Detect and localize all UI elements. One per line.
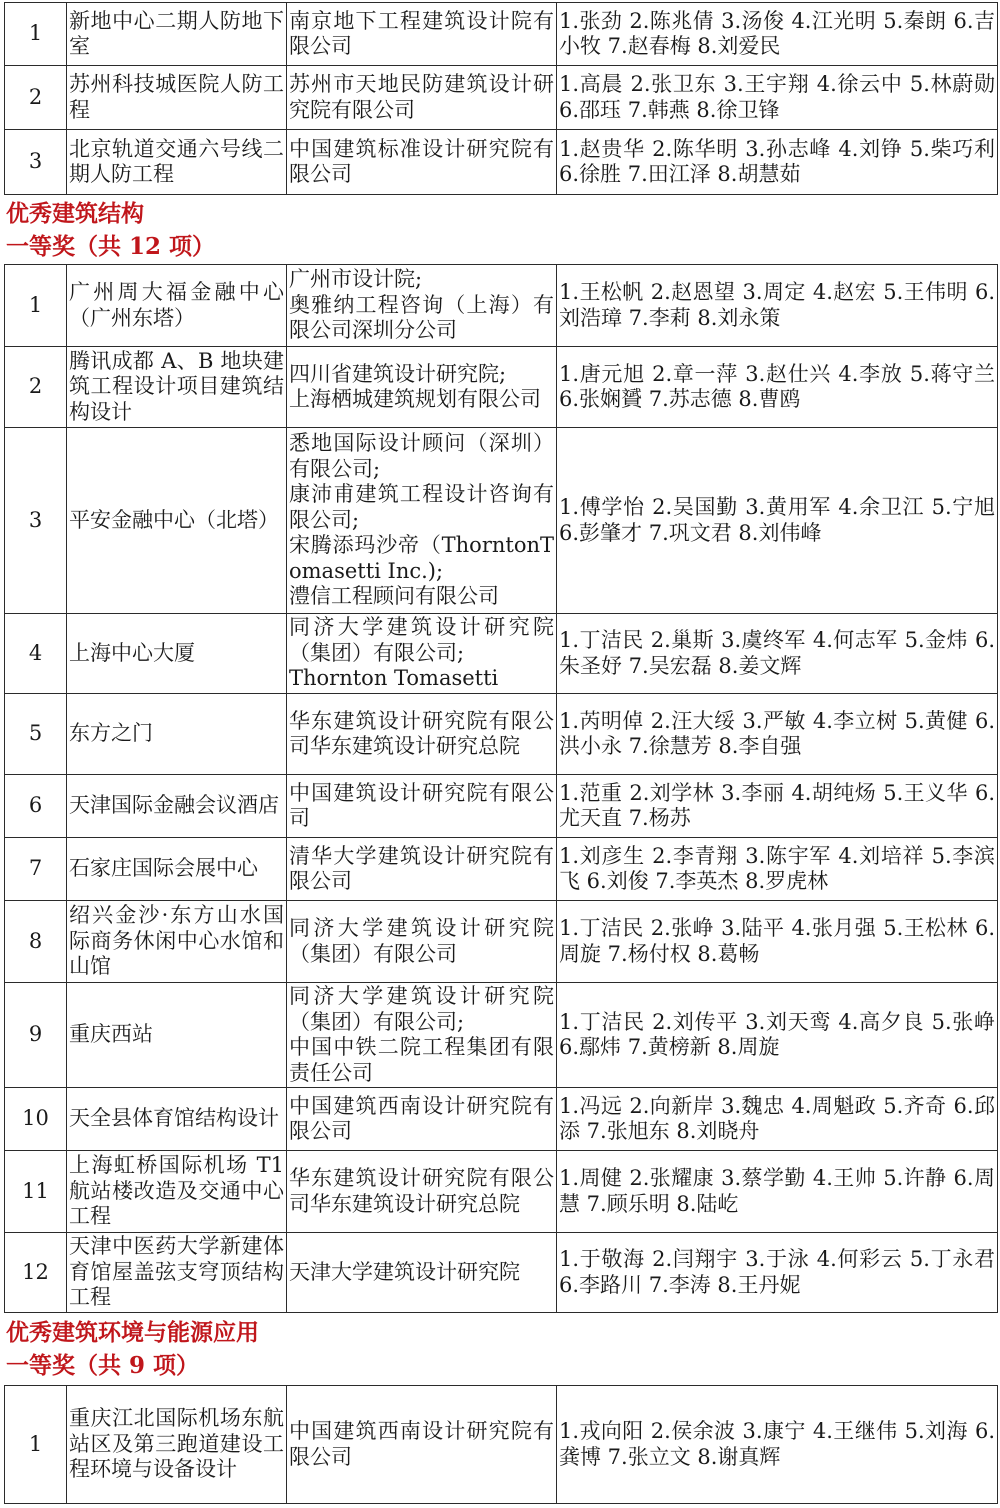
row-number: 2 bbox=[5, 347, 67, 428]
project-name: 腾讯成都 A、B 地块建筑工程设计项目建筑结构设计 bbox=[67, 347, 287, 428]
row-number: 4 bbox=[5, 614, 67, 694]
row-number: 2 bbox=[5, 66, 67, 130]
design-unit-line: 天津大学建筑设计研究院 bbox=[289, 1259, 520, 1284]
table-row bbox=[5, 1151, 998, 1233]
row-number: 9 bbox=[5, 983, 67, 1088]
row-number: 6 bbox=[5, 775, 67, 838]
design-unit-line: 澧信工程顾问有限公司 bbox=[289, 584, 499, 609]
design-unit-line: 中国建筑西南设计研究院有限公司 bbox=[289, 1093, 554, 1143]
design-unit-line: 中国建筑西南设计研究院有限公司 bbox=[289, 1419, 554, 1469]
team-members: 1.戎向阳 2.侯余波 3.康宁 4.王继伟 5.刘海 6.龚博 7.张立文 8.谢真辉 bbox=[557, 1386, 998, 1504]
row-number: 3 bbox=[5, 130, 67, 195]
table-row bbox=[5, 265, 998, 347]
row-number: 1 bbox=[5, 3, 67, 66]
table-body bbox=[5, 3, 998, 195]
section-subtitle-structure: 一等奖（共 12 项） bbox=[6, 233, 216, 260]
design-unit bbox=[287, 66, 557, 130]
design-unit-line: 华东建筑设计研究院有限公司华东建筑设计研究总院 bbox=[289, 708, 554, 758]
design-unit bbox=[287, 1386, 557, 1504]
design-unit-line: 上海栖城建筑规划有限公司 bbox=[289, 387, 541, 411]
design-unit-line: 同济大学建筑设计研究院（集团）有限公司 bbox=[289, 916, 554, 966]
team-members: 1.芮明倬 2.汪大绥 3.严敏 4.李立树 5.黄健 6.洪小永 7.徐慧芳 8.李自强 bbox=[557, 694, 998, 775]
row-number: 8 bbox=[5, 901, 67, 983]
row-number: 5 bbox=[5, 694, 67, 775]
design-unit-line: 中国建筑设计研究院有限公司 bbox=[289, 780, 554, 830]
project-name: 重庆江北国际机场东航站区及第三跑道建设工程环境与设备设计 bbox=[67, 1386, 287, 1504]
project-name: 石家庄国际会展中心 bbox=[67, 838, 287, 901]
table-row bbox=[5, 1088, 998, 1151]
table-row bbox=[5, 3, 998, 66]
team-members: 1.冯远 2.向新岸 3.魏忠 4.周魁政 5.齐奇 6.邱添 7.张旭东 8.刘晓舟 bbox=[557, 1088, 998, 1151]
section-title-structure: 优秀建筑结构 bbox=[6, 200, 144, 227]
table-row bbox=[5, 775, 998, 838]
project-name: 北京轨道交通六号线二期人防工程 bbox=[67, 130, 287, 195]
project-name: 上海虹桥国际机场 T1 航站楼改造及交通中心工程 bbox=[67, 1151, 287, 1233]
design-unit bbox=[287, 347, 557, 428]
awards-table-structure bbox=[4, 264, 998, 1313]
design-unit-line: 奥雅纳工程咨询（上海）有限公司深圳分公司 bbox=[289, 292, 554, 343]
row-number: 7 bbox=[5, 838, 67, 901]
design-unit-line: 广州市设计院; bbox=[289, 267, 423, 292]
project-name: 平安金融中心（北塔） bbox=[67, 428, 287, 614]
design-unit bbox=[287, 3, 557, 66]
project-name: 苏州科技城医院人防工程 bbox=[67, 66, 287, 130]
design-unit-line: Thornton Tomasetti bbox=[289, 666, 499, 691]
design-unit bbox=[287, 694, 557, 775]
table-row bbox=[5, 694, 998, 775]
design-unit bbox=[287, 1088, 557, 1151]
project-name: 广州周大福金融中心（广州东塔） bbox=[67, 265, 287, 347]
team-members: 1.傅学怡 2.吴国勤 3.黄用军 4.余卫江 5.宁旭 6.彭肇才 7.巩文君 8.刘伟峰 bbox=[557, 428, 998, 614]
design-unit-line: 苏州市天地民防建筑设计研究院有限公司 bbox=[289, 72, 554, 122]
team-members: 1.范重 2.刘学林 3.李丽 4.胡纯炀 5.王义华 6.尤天直 7.杨苏 bbox=[557, 775, 998, 838]
design-unit bbox=[287, 265, 557, 347]
table-row bbox=[5, 130, 998, 195]
row-number: 1 bbox=[5, 1386, 67, 1504]
project-name: 天津中医药大学新建体育馆屋盖弦支穹顶结构工程 bbox=[67, 1233, 287, 1313]
row-number: 12 bbox=[5, 1233, 67, 1313]
project-name: 天津国际金融会议酒店 bbox=[67, 775, 287, 838]
table-row bbox=[5, 901, 998, 983]
project-name: 天全县体育馆结构设计 bbox=[67, 1088, 287, 1151]
design-unit-line: 康沛甫建筑工程设计咨询有限公司; bbox=[289, 482, 554, 532]
design-unit bbox=[287, 1233, 557, 1313]
team-members: 1.丁洁民 2.刘传平 3.刘天鸾 4.高夕良 5.张峥 6.鄢炜 7.黄榜新 8.周旋 bbox=[557, 983, 998, 1088]
section-title-energy: 优秀建筑环境与能源应用 bbox=[6, 1319, 259, 1346]
design-unit-line: 华东建筑设计研究院有限公司华东建筑设计研究总院 bbox=[289, 1166, 554, 1216]
design-unit bbox=[287, 614, 557, 694]
project-name: 东方之门 bbox=[67, 694, 287, 775]
team-members: 1.王松帆 2.赵恩望 3.周定 4.赵宏 5.王伟明 6.刘浩璋 7.李莉 8.刘永策 bbox=[557, 265, 998, 347]
table-row bbox=[5, 1386, 998, 1504]
design-unit-line: 宋腾添玛沙帝（ThorntonTomasetti Inc.); bbox=[289, 533, 554, 583]
design-unit bbox=[287, 1151, 557, 1233]
table-row bbox=[5, 428, 998, 614]
table-body bbox=[5, 1386, 998, 1504]
design-unit bbox=[287, 775, 557, 838]
table-row bbox=[5, 347, 998, 428]
team-members: 1.唐元旭 2.章一萍 3.赵仕兴 4.李放 5.蒋守兰 6.张娴贇 7.苏志德 8.曹鸥 bbox=[557, 347, 998, 428]
table-row bbox=[5, 983, 998, 1088]
team-members: 1.张劲 2.陈兆倩 3.汤俊 4.江光明 5.秦朗 6.吉小牧 7.赵春梅 8.刘爱民 bbox=[557, 3, 998, 66]
design-unit-line: 同济大学建筑设计研究院（集团）有限公司; bbox=[289, 615, 554, 665]
project-name: 上海中心大厦 bbox=[67, 614, 287, 694]
table-row bbox=[5, 614, 998, 694]
design-unit bbox=[287, 838, 557, 901]
design-unit-line: 清华大学建筑设计研究院有限公司 bbox=[289, 843, 554, 893]
team-members: 1.周健 2.张耀康 3.蔡学勤 4.王帅 5.许静 6.周慧 7.顾乐明 8.陆屹 bbox=[557, 1151, 998, 1233]
row-number: 1 bbox=[5, 265, 67, 347]
design-unit bbox=[287, 428, 557, 614]
row-number: 11 bbox=[5, 1151, 67, 1233]
design-unit bbox=[287, 901, 557, 983]
awards-table-a bbox=[4, 2, 998, 195]
table-row bbox=[5, 1233, 998, 1313]
team-members: 1.丁洁民 2.张峥 3.陆平 4.张月强 5.王松林 6.周旋 7.杨付权 8.葛畅 bbox=[557, 901, 998, 983]
awards-table-energy bbox=[4, 1385, 998, 1504]
design-unit-line: 四川省建筑设计研究院; bbox=[289, 361, 507, 386]
design-unit bbox=[287, 983, 557, 1088]
project-name: 新地中心二期人防地下室 bbox=[67, 3, 287, 66]
design-unit-line: 南京地下工程建筑设计院有限公司 bbox=[289, 8, 554, 58]
team-members: 1.丁洁民 2.巢斯 3.虞终军 4.何志军 5.金炜 6.朱圣妤 7.吴宏磊 8.姜文辉 bbox=[557, 614, 998, 694]
table-body bbox=[5, 265, 998, 1313]
team-members: 1.于敬海 2.闫翔宇 3.于泳 4.何彩云 5.丁永君 6.李路川 7.李涛 8.王丹妮 bbox=[557, 1233, 998, 1313]
design-unit bbox=[287, 130, 557, 195]
row-number: 3 bbox=[5, 428, 67, 614]
project-name: 重庆西站 bbox=[67, 983, 287, 1088]
row-number: 10 bbox=[5, 1088, 67, 1151]
section-subtitle-energy: 一等奖（共 9 项） bbox=[6, 1352, 200, 1379]
project-name: 绍兴金沙·东方山水国际商务休闲中心水馆和山馆 bbox=[67, 901, 287, 983]
team-members: 1.高晨 2.张卫东 3.王宇翔 4.徐云中 5.林蔚勋 6.邵珏 7.韩燕 8.徐卫锋 bbox=[557, 66, 998, 130]
table-row bbox=[5, 838, 998, 901]
design-unit-line: 同济大学建筑设计研究院（集团）有限公司; bbox=[289, 984, 554, 1034]
table-row bbox=[5, 66, 998, 130]
design-unit-line: 悉地国际设计顾问（深圳）有限公司; bbox=[289, 431, 554, 481]
team-members: 1.刘彦生 2.李青翔 3.陈宇军 4.刘培祥 5.李滨飞 6.刘俊 7.李英杰 8.罗虎林 bbox=[557, 838, 998, 901]
design-unit-line: 中国建筑标准设计研究院有限公司 bbox=[289, 136, 554, 186]
team-members: 1.赵贵华 2.陈华明 3.孙志峰 4.刘铮 5.柴巧利 6.徐胜 7.田江泽 8.胡慧茹 bbox=[557, 130, 998, 195]
design-unit-line: 中国中铁二院工程集团有限责任公司 bbox=[289, 1035, 554, 1085]
